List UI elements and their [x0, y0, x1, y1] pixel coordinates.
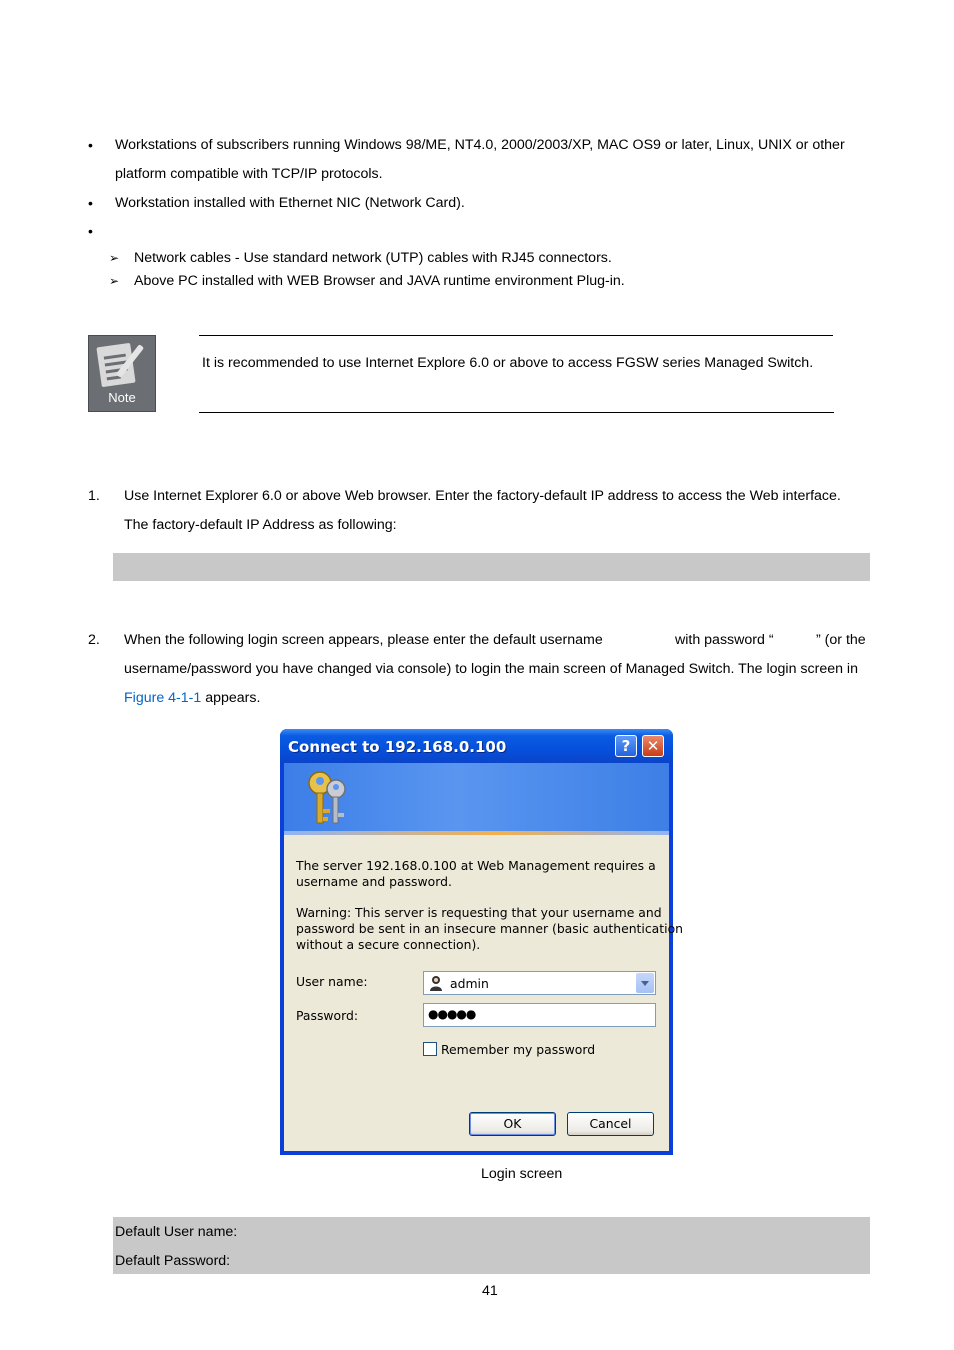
password-value: ●●●●●: [428, 1007, 476, 1021]
user-icon: [429, 975, 443, 991]
step-text: ” (or the: [816, 632, 866, 648]
default-password-label: Default Password:: [115, 1253, 231, 1269]
banner-strip: [284, 831, 669, 835]
dialog-message: username and password.: [296, 874, 452, 889]
cancel-button[interactable]: Cancel: [567, 1112, 654, 1136]
note-top-rule: [199, 335, 833, 336]
bullet-text: platform compatible with TCP/IP protocols.: [115, 166, 383, 182]
page-number: 41: [482, 1283, 498, 1299]
username-value: admin: [450, 976, 489, 991]
dialog-body: [284, 763, 669, 1151]
dialog-warning: Warning: This server is requesting that your username and: [296, 905, 662, 920]
note-bottom-rule: [199, 412, 834, 413]
dialog-message: The server 192.168.0.100 at Web Management requires a: [296, 858, 656, 873]
sub-item-text: Above PC installed with WEB Browser and JAVA runtime environment Plug-in.: [134, 273, 625, 289]
step-text: When the following login screen appears, please enter the default username: [124, 632, 603, 648]
bullet: •: [88, 137, 93, 153]
remember-checkbox[interactable]: [423, 1042, 437, 1056]
bullet-text: Workstation installed with Ethernet NIC (Network Card).: [115, 195, 465, 211]
help-button[interactable]: ?: [615, 735, 637, 757]
username-label: User name:: [296, 974, 368, 989]
dialog-title-bar: [280, 729, 673, 763]
dialog-title: Connect to 192.168.0.100: [288, 738, 507, 756]
step-text: username/password you have changed via console) to login the main screen of Managed Switch. The login screen in: [124, 661, 858, 677]
step-text: appears.: [201, 690, 261, 706]
remember-label[interactable]: Remember my password: [441, 1042, 596, 1057]
step-text: The factory-default IP Address as following:: [124, 517, 397, 533]
bullet-text: Workstations of subscribers running Windows 98/ME, NT4.0, 2000/2003/XP, MAC OS9 or later, Linux, UNIX or other: [115, 137, 845, 153]
dialog-warning: without a secure connection).: [296, 937, 481, 952]
dialog-warning: password be sent in an insecure manner (basic authentication: [296, 921, 684, 936]
ip-address-bar: [113, 553, 870, 581]
arrow-bullet-icon: ➢: [109, 251, 120, 265]
ok-button[interactable]: OK: [469, 1112, 556, 1136]
step-number: 2.: [88, 632, 100, 648]
note-text: It is recommended to use Internet Explore 6.0 or above to access FGSW series Managed Switch.: [202, 355, 814, 371]
figure-caption: Login screen: [481, 1166, 563, 1182]
step-number: 1.: [88, 488, 100, 504]
chevron-down-icon[interactable]: [636, 973, 654, 993]
step-text: with password “: [675, 632, 774, 648]
password-field[interactable]: [423, 1003, 656, 1027]
note-icon: [88, 335, 156, 412]
bullet: •: [88, 223, 93, 239]
keys-icon: [302, 769, 352, 829]
bullet: •: [88, 195, 93, 211]
close-button[interactable]: ✕: [642, 735, 664, 757]
dialog-banner: [284, 763, 669, 833]
step-text-line3: [124, 690, 260, 706]
step-text: Use Internet Explorer 6.0 or above Web browser. Enter the factory-default IP address to access the Web interface.: [124, 488, 841, 504]
figure-link[interactable]: Figure 4-1-1: [124, 690, 202, 706]
default-username-label: Default User name:: [115, 1224, 238, 1240]
password-label: Password:: [296, 1008, 359, 1023]
arrow-bullet-icon: ➢: [109, 274, 120, 288]
sub-item-text: Network cables - Use standard network (UTP) cables with RJ45 connectors.: [134, 250, 612, 266]
username-combo[interactable]: [423, 971, 656, 995]
note-icon-label: Note: [108, 390, 136, 405]
